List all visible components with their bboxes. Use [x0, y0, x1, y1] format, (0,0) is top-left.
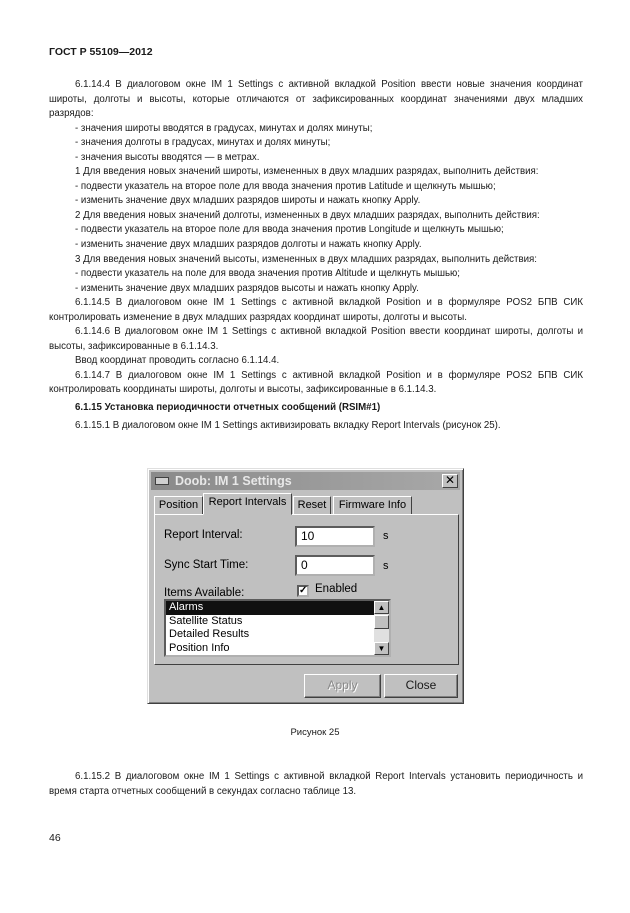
tab-position[interactable]: Position: [154, 496, 203, 514]
enabled-label: Enabled: [315, 583, 358, 595]
paragraph: - подвести указатель на второе поле для ввода значения против Latitude и щелкнуть мышью;: [75, 180, 496, 192]
paragraph: 2 Для введения новых значений долготы, измененных в двух младших разрядах, выполнить действия:: [75, 209, 540, 221]
dialog-titlebar[interactable]: [151, 472, 460, 490]
scroll-thumb[interactable]: [374, 615, 389, 629]
report-interval-label: Report Interval:: [164, 529, 243, 541]
items-available-label: Items Available:: [164, 587, 245, 599]
tab-report-intervals[interactable]: Report Intervals: [203, 493, 292, 515]
close-button[interactable]: Close: [384, 674, 458, 698]
paragraph: 6.1.14.4 В диалоговом окне IM 1 Settings с активной вкладкой Position ввести новые значения координат широты, долготы и высоты, которые отличаются от зафиксированных координат значениями двух младших разрядов:: [49, 79, 583, 120]
paragraph: 6.1.14.7 В диалоговом окне IM 1 Settings с активной вкладкой Position и в формуляре POS2 БПВ СИК контролировать координаты широты, долготы и высоты, зафиксированные в 6.1.14.3.: [49, 369, 583, 396]
paragraph: 6.1.15.1 В диалоговом окне IM 1 Settings активизировать вкладку Report Intervals (рисунок 25).: [75, 419, 501, 431]
paragraph: - значения широты вводятся в градусах, минутах и долях минуты;: [75, 122, 373, 134]
dialog-title: Doob: IM 1 Settings: [175, 474, 292, 488]
document-header: ГОСТ Р 55109—2012: [49, 46, 153, 58]
page-number: 46: [49, 832, 61, 844]
paragraph-after-figure: [49, 770, 583, 799]
paragraph: 3 Для введения новых значений высоты, измененных в двух младших разрядах, выполнить действия:: [75, 253, 537, 265]
items-listbox[interactable]: [164, 599, 391, 657]
document-body: [49, 78, 583, 433]
paragraph: - изменить значение двух младших разрядов высоты и нажать кнопку Apply.: [75, 282, 419, 294]
settings-dialog: [147, 468, 464, 704]
tab-reset[interactable]: Reset: [293, 496, 331, 514]
paragraph: - изменить значение двух младших разрядов долготы и нажать кнопку Apply.: [75, 239, 422, 251]
listbox-scrollbar[interactable]: [374, 601, 389, 655]
paragraph: - подвести указатель на поле для ввода значения против Altitude и щелкнуть мышью;: [75, 268, 460, 280]
paragraph: Ввод координат проводить согласно 6.1.14.4.: [75, 355, 280, 367]
paragraph: - изменить значение двух младших разрядов широты и нажать кнопку Apply.: [75, 195, 421, 207]
paragraph: 6.1.15.2 В диалоговом окне IM 1 Settings с активной вкладкой Report Intervals установить периодичность и время старта отчетных сообщений в секундах согласно таблице 13.: [49, 771, 583, 797]
list-item-detailed-results[interactable]: Detailed Results: [169, 628, 250, 640]
paragraph: - подвести указатель на второе поле для ввода значения против Longitude и щелкнуть мышью;: [75, 224, 504, 236]
scroll-up-icon[interactable]: ▲: [374, 601, 389, 614]
section-heading: 6.1.15 Установка периодичности отчетных сообщений (RSIM#1): [75, 402, 381, 414]
window-menu-icon[interactable]: [155, 477, 169, 485]
paragraph: 6.1.14.5 В диалоговом окне IM 1 Settings с активной вкладкой Position и в формуляре POS2 БПВ СИК контролировать изменение в двух младших разрядах координат широты, долготы и высоты.: [49, 297, 583, 323]
report-interval-unit: s: [383, 530, 389, 542]
report-interval-input[interactable]: 10: [295, 526, 375, 547]
scroll-down-icon[interactable]: ▼: [374, 642, 389, 655]
list-item-satellite-status[interactable]: Satellite Status: [169, 614, 243, 627]
tab-firmware-info[interactable]: Firmware Info: [333, 496, 412, 514]
sync-start-unit: s: [383, 560, 389, 572]
paragraph: 1 Для введения новых значений широты, измененных в двух младших разрядах, выполнить действия:: [75, 166, 539, 178]
paragraph: 6.1.14.6 В диалоговом окне IM 1 Settings с активной вкладкой Position ввести координат широты, долготы и высоты, зафиксированные в 6.1.14.3.: [49, 326, 583, 352]
paragraph: - значения долготы в градусах, минутах и долях минуты;: [75, 137, 331, 149]
sync-start-input[interactable]: 0: [295, 555, 375, 576]
apply-button[interactable]: Apply: [304, 674, 381, 698]
list-item-position-info[interactable]: Position Info: [169, 641, 230, 654]
paragraph: - значения высоты вводятся — в метрах.: [75, 151, 260, 163]
list-item-alarms[interactable]: Alarms: [166, 601, 389, 615]
figure-caption: Рисунок 25: [290, 727, 340, 738]
sync-start-label: Sync Start Time:: [164, 559, 249, 571]
enabled-checkbox[interactable]: ✓: [299, 585, 308, 596]
close-icon[interactable]: ✕: [442, 474, 458, 488]
